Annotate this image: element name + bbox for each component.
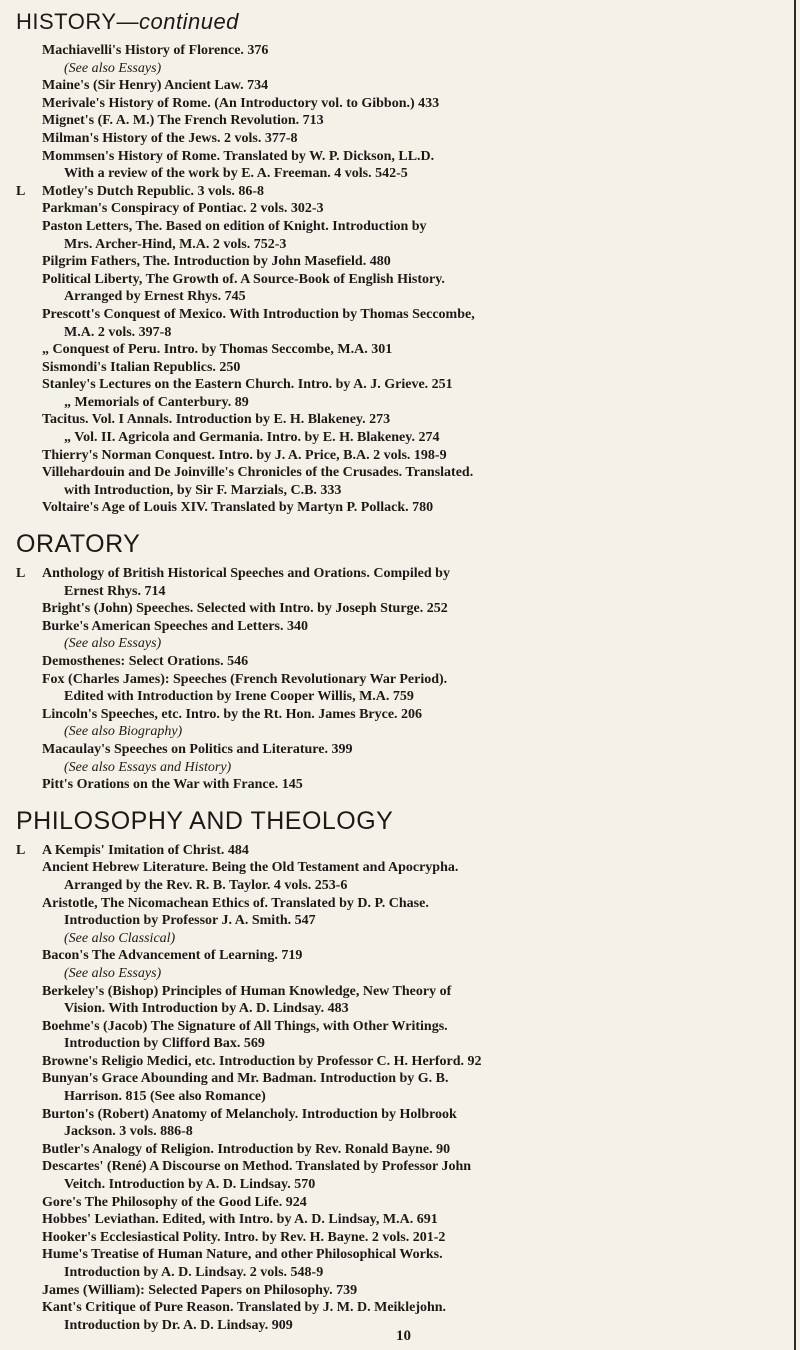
catalogue-entry	[12, 200, 796, 218]
philosophy-heading: PHILOSOPHY AND THEOLOGY	[16, 806, 394, 835]
catalogue-entry	[12, 1194, 796, 1212]
entry-title-line: Machiavelli's History of Florence. 376	[42, 43, 269, 58]
entry-continuation-line: Vision. With Introduction by A. D. Lindsay. 483	[64, 1001, 349, 1017]
oratory-entry-list	[12, 565, 796, 794]
philosophy-entry-list	[12, 842, 796, 1335]
catalogue-entry	[12, 1106, 796, 1141]
entry-title-line: Berkeley's (Bishop) Principles of Human Knowledge, New Theory of	[42, 983, 452, 999]
catalogue-entry	[12, 983, 796, 1018]
entry-title-line: Parkman's Conspiracy of Pontiac. 2 vols. 302-3	[42, 201, 324, 217]
entry-marker: L	[16, 842, 26, 858]
catalogue-entry	[12, 271, 796, 306]
catalogue-entry	[12, 112, 796, 130]
catalogue-entry	[12, 447, 796, 465]
entry-title-line: Prescott's Conquest of Mexico. With Introduction by Thomas Seccombe,	[42, 306, 475, 322]
history-entry-list	[12, 42, 796, 517]
entry-title-line: Descartes' (René) A Discourse on Method. Translated by Professor John	[42, 1159, 472, 1175]
entry-title-line: Aristotle, The Nicomachean Ethics of. Translated by D. P. Chase.	[42, 895, 429, 911]
entry-title-line: Stanley's Lectures on the Eastern Church. Intro. by A. J. Grieve. 251	[42, 377, 453, 393]
entry-title-line: Voltaire's Age of Louis XIV. Translated by Martyn P. Pollack. 780	[42, 500, 434, 516]
entry-title-line: Pilgrim Fathers, The. Introduction by John Masefield. 480	[42, 254, 391, 270]
entry-title-line: Merivale's History of Rome. (An Introductory vol. to Gibbon.) 433	[42, 95, 440, 111]
catalogue-entry	[12, 95, 796, 113]
catalogue-entry	[12, 1018, 796, 1053]
entry-continuation-line: Arranged by the Rev. R. B. Taylor. 4 vols. 253-6	[64, 877, 348, 893]
entry-continuation-line: M.A. 2 vols. 397-8	[64, 324, 172, 340]
entry-title-line: Mommsen's History of Rome. Translated by W. P. Dickson, LL.D.	[42, 148, 435, 164]
entry-title-line: Fox (Charles James): Speeches (French Revolutionary War Period).	[42, 671, 448, 687]
running-head	[16, 8, 796, 36]
entry-continuation-line: Harrison. 815 (See also Romance)	[64, 1089, 266, 1105]
catalogue-entry	[12, 1070, 796, 1105]
entry-title-line: Motley's Dutch Republic. 3 vols. 86-8	[42, 183, 265, 199]
entry-title-line: Hobbes' Leviathan. Edited, with Intro. by A. D. Lindsay, M.A. 691	[42, 1212, 438, 1228]
entry-continuation-line: With a review of the work by E. A. Freeman. 4 vols. 542-5	[64, 166, 408, 182]
catalogue-entry	[12, 653, 796, 671]
catalogue-entry	[12, 42, 796, 77]
catalogue-entry	[12, 600, 796, 618]
entry-continuation-line: Edited with Introduction by Irene Cooper Willis, M.A. 759	[64, 689, 414, 705]
catalogue-entry	[12, 376, 796, 411]
catalogue-entry	[12, 1158, 796, 1193]
entry-title-line: Bacon's The Advancement of Learning. 719	[42, 948, 303, 964]
entry-marker: L	[16, 183, 26, 199]
catalogue-entry	[12, 1282, 796, 1300]
catalogue-entry	[12, 565, 796, 600]
running-head-continued: continued	[139, 9, 239, 34]
entry-title-line: Pitt's Orations on the War with France. 145	[42, 777, 303, 793]
catalogue-entry	[12, 306, 796, 341]
entry-title-line: Maine's (Sir Henry) Ancient Law. 734	[42, 78, 269, 94]
catalogue-entry	[12, 359, 796, 377]
entry-continuation-line: Mrs. Archer-Hind, M.A. 2 vols. 752-3	[64, 236, 287, 252]
catalogue-entry	[12, 1246, 796, 1281]
entry-continuation-line: (See also Biography)	[64, 724, 183, 740]
entry-title-line: A Kempis' Imitation of Christ. 484	[42, 842, 249, 858]
catalogue-entry	[12, 671, 796, 706]
entry-continuation-line: Introduction by A. D. Lindsay. 2 vols. 548-9	[64, 1265, 324, 1280]
entry-title-line: Sismondi's Italian Republics. 250	[42, 359, 241, 375]
oratory-heading: ORATORY	[16, 530, 141, 559]
entry-continuation-line: (See also Essays)	[64, 965, 162, 981]
entry-continuation-line: „ Vol. II. Agricola and Germania. Intro. by E. H. Blakeney. 274	[64, 430, 440, 446]
catalogue-entry	[12, 741, 796, 776]
entry-title-line: Paston Letters, The. Based on edition of Knight. Introduction by	[42, 218, 427, 234]
catalogue-entry	[12, 148, 796, 183]
catalogue-entry	[12, 706, 796, 741]
entry-title-line: Boehme's (Jacob) The Signature of All Things, with Other Writings.	[42, 1018, 448, 1034]
catalogue-entry	[12, 776, 796, 794]
catalogue-entry	[12, 618, 796, 653]
catalogue-entry	[12, 499, 796, 517]
catalogue-entry	[12, 130, 796, 148]
entry-continuation-line: Veitch. Introduction by A. D. Lindsay. 570	[64, 1177, 316, 1193]
entry-title-line: Butler's Analogy of Religion. Introduction by Rev. Ronald Bayne. 90	[42, 1141, 451, 1157]
catalogue-entry	[12, 1141, 796, 1159]
entry-title-line: Burton's (Robert) Anatomy of Melancholy. Introduction by Holbrook	[42, 1106, 457, 1122]
entry-title-line: Political Liberty, The Growth of. A Source-Book of English History.	[42, 271, 445, 287]
catalogue-entry	[12, 947, 796, 982]
catalogue-page	[12, 6, 796, 1334]
entry-title-line: Tacitus. Vol. I Annals. Introduction by E. H. Blakeney. 273	[42, 412, 391, 428]
entry-continuation-line: (See also Essays)	[64, 60, 162, 76]
catalogue-entry	[12, 1211, 796, 1229]
entry-title-line: Hooker's Ecclesiastical Polity. Intro. by Rev. H. Bayne. 2 vols. 201-2	[42, 1229, 446, 1245]
catalogue-entry	[12, 218, 796, 253]
entry-title-line: Kant's Critique of Pure Reason. Translated by J. M. D. Meiklejohn.	[42, 1300, 447, 1316]
entry-title-line: Thierry's Norman Conquest. Intro. by J. A. Price, B.A. 2 vols. 198-9	[42, 447, 447, 463]
entry-title-line: Browne's Religio Medici, etc. Introduction by Professor C. H. Herford. 92	[42, 1053, 482, 1069]
entry-continuation-line: Ernest Rhys. 714	[64, 583, 166, 599]
entry-title-line: Gore's The Philosophy of the Good Life. 924	[42, 1194, 307, 1210]
running-head-title: HISTORY	[16, 9, 117, 34]
running-head-dash: —	[116, 9, 139, 34]
entry-title-line: Anthology of British Historical Speeches and Orations. Compiled by	[42, 566, 450, 582]
entry-continuation-line: (See also Essays and History)	[64, 759, 232, 775]
catalogue-entry	[12, 1053, 796, 1071]
entry-continuation-line: Arranged by Ernest Rhys. 745	[64, 289, 246, 305]
entry-continuation-line: „ Memorials of Canterbury. 89	[64, 394, 249, 410]
catalogue-entry	[12, 1229, 796, 1247]
entry-title-line: Lincoln's Speeches, etc. Intro. by the Rt. Hon. James Bryce. 206	[42, 706, 423, 722]
catalogue-entry	[12, 77, 796, 95]
catalogue-entry	[12, 464, 796, 499]
entry-continuation-line: with Introduction, by Sir F. Marzials, C.B. 333	[64, 482, 342, 498]
catalogue-entry	[12, 842, 796, 860]
entry-continuation-line: Introduction by Professor J. A. Smith. 547	[64, 913, 316, 929]
entry-title-line: Hume's Treatise of Human Nature, and other Philosophical Works.	[42, 1247, 443, 1263]
entry-title-line: Macaulay's Speeches on Politics and Literature. 399	[42, 741, 353, 757]
entry-marker: L	[16, 566, 26, 582]
entry-title-line: Villehardouin and De Joinville's Chronicles of the Crusades. Translated.	[42, 465, 474, 481]
catalogue-entry	[12, 253, 796, 271]
page-number: 10	[396, 1328, 411, 1344]
catalogue-entry	[12, 895, 796, 948]
entry-title-line: Bright's (John) Speeches. Selected with Intro. by Joseph Sturge. 252	[42, 601, 448, 617]
entry-title-line: Milman's History of the Jews. 2 vols. 377-8	[42, 130, 298, 146]
entry-continuation-line: Introduction by Clifford Bax. 569	[64, 1036, 265, 1052]
entry-continuation-line: Introduction by Dr. A. D. Lindsay. 909	[64, 1317, 293, 1333]
entry-title-line: Burke's American Speeches and Letters. 340	[42, 618, 308, 634]
entry-title-line: James (William): Selected Papers on Philosophy. 739	[42, 1282, 358, 1298]
entry-title-line: Ancient Hebrew Literature. Being the Old Testament and Apocrypha.	[42, 860, 459, 876]
entry-continuation-line: (See also Classical)	[64, 930, 176, 946]
entry-continuation-line: (See also Essays)	[64, 636, 162, 652]
entry-title-line: Mignet's (F. A. M.) The French Revolution. 713	[42, 113, 324, 129]
entry-continuation-line: Jackson. 3 vols. 886-8	[64, 1124, 193, 1140]
entry-title-line: Bunyan's Grace Abounding and Mr. Badman. Introduction by G. B.	[42, 1071, 449, 1087]
entry-title-line: „ Conquest of Peru. Intro. by Thomas Seccombe, M.A. 301	[42, 342, 393, 358]
catalogue-entry	[12, 411, 796, 446]
catalogue-entry	[12, 183, 796, 201]
catalogue-entry	[12, 859, 796, 894]
catalogue-entry	[12, 341, 796, 359]
entry-title-line: Demosthenes: Select Orations. 546	[42, 654, 249, 669]
